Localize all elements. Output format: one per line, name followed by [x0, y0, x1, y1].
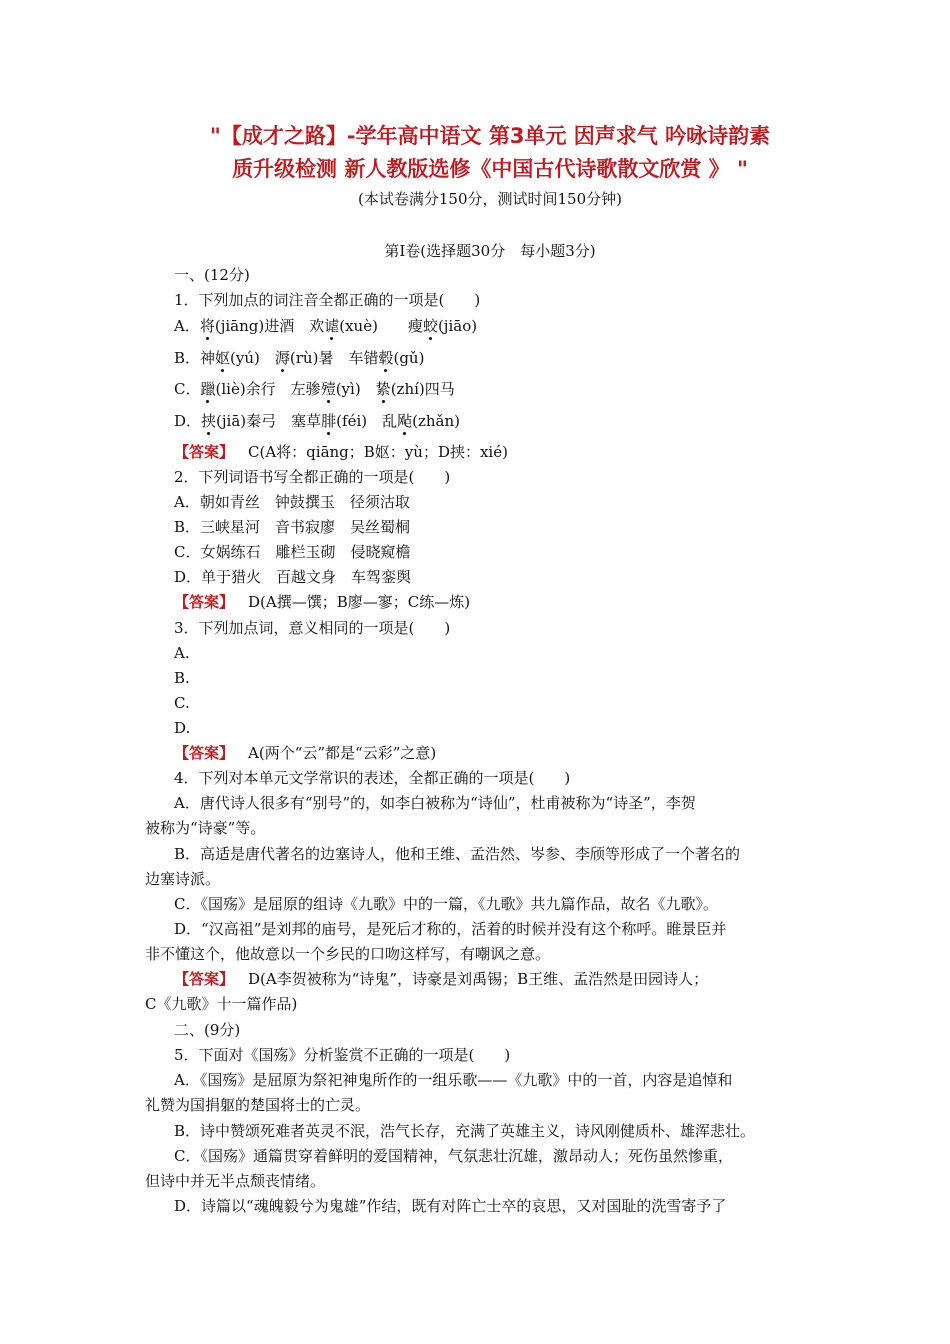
- option-text: (liè)余行 左骖: [215, 380, 321, 398]
- answer-tag: 【答案】: [174, 744, 235, 762]
- question-3-option-d: D.: [174, 719, 191, 737]
- question-3-option-b: B.: [174, 669, 190, 687]
- option-text: (xuè) 瘦: [339, 317, 423, 335]
- question-1-option-a: [174, 315, 477, 337]
- option-prefix: C．: [174, 380, 201, 398]
- option-text: (jiā)秦弓 塞草: [216, 412, 322, 430]
- dotted-char: 殪: [320, 380, 336, 398]
- question-5-option-a: A．《国殇》是屈原为祭祀神鬼所作的一组乐歌——《九歌》中的一首，内容是追悼和: [174, 1071, 733, 1089]
- question-4-stem: 4．下列对本单元文学常识的表述，全都正确的一项是( ): [174, 769, 571, 787]
- part-two-heading: 二、(9分): [174, 1021, 241, 1039]
- dotted-char: 腓: [321, 412, 337, 430]
- answer-tag: 【答案】: [174, 593, 235, 611]
- option-text: (jiāng)进酒 欢: [214, 317, 325, 335]
- question-5-stem: 5．下面对《国殇》分析鉴赏不正确的一项是( ): [174, 1046, 511, 1064]
- question-5-option-c-cont: 但诗中并无半点颓丧情绪。: [145, 1172, 326, 1190]
- dotted-char: 将: [199, 317, 215, 335]
- question-5-option-a-cont: 礼赞为国捐躯的楚国将士的亡灵。: [145, 1096, 371, 1114]
- question-3-answer: [174, 742, 436, 764]
- question-4-option-b: B．高适是唐代著名的边塞诗人，他和王维、孟浩然、岑参、李颀等形成了一个著名的: [174, 845, 741, 863]
- question-2-option-a: A．朝如青丝 钟鼓撰玉 径须沽取: [174, 493, 410, 511]
- question-3-stem: 3．下列加点词，意义相同的一项是( ): [174, 619, 451, 637]
- question-2-stem: 2．下列词语书写全都正确的一项是( ): [174, 468, 451, 486]
- question-4-answer: [174, 968, 708, 990]
- dotted-char: 蛟: [422, 317, 438, 335]
- question-2-option-c: C．女娲练石 雕栏玉砌 侵晓窥檐: [174, 543, 411, 561]
- option-text: (zhǎn): [412, 412, 460, 430]
- option-prefix: A．: [174, 317, 200, 335]
- question-1-answer: [174, 441, 508, 463]
- question-4-answer-cont: C《九歌》十一篇作品): [145, 995, 298, 1013]
- answer-text: A(两个“云”都是“云彩”之意): [248, 744, 437, 762]
- option-text: (féi) 乱: [336, 412, 398, 430]
- question-5-option-b: B．诗中赞颂死难者英灵不泯，浩气长存，充满了英雄主义，诗风刚健质朴、雄浑悲壮。: [174, 1122, 756, 1140]
- question-5-option-d: D．诗篇以“魂魄毅兮为鬼雄”作结，既有对阵亡士卒的哀思，又对国耻的洗雪寄予了: [174, 1197, 727, 1215]
- question-2-option-b: B．三峡星河 音书寂廖 吴丝蜀桐: [174, 518, 411, 536]
- question-1-option-d: [174, 410, 460, 432]
- title-line-2: 质升级检测 新人教版选修《中国古代诗歌散文欣赏 》 ": [232, 157, 748, 181]
- question-2-option-d: D．单于猎火 百越文身 车驾銮舆: [174, 568, 412, 586]
- title-line-1: "【成才之路】-学年高中语文 第3单元 因声求气 吟咏诗韵素: [209, 124, 771, 148]
- question-4-option-d-cont: 非不懂这个，他故意以一个乡民的口吻这样写，有嘲讽之意。: [145, 945, 551, 963]
- dotted-char: 飐: [397, 412, 413, 430]
- question-4-option-a: A．唐代诗人很多有“别号”的，如李白被称为“诗仙”，杜甫被称为“诗圣”，李贺: [174, 794, 696, 812]
- option-text: (rù)暑 车错: [289, 349, 379, 367]
- answer-text: D(A李贺被称为“诗鬼”，诗豪是刘禹锡；B王维、孟浩然是田园诗人；: [248, 970, 709, 988]
- answer-tag: 【答案】: [174, 970, 235, 988]
- option-text: (jiāo): [437, 317, 478, 335]
- option-text: (zhí)四马: [390, 380, 455, 398]
- dotted-char: 毂: [378, 349, 394, 367]
- dotted-char: 溽: [274, 349, 290, 367]
- question-5-option-c: C．《国殇》通篇贯穿着鲜明的爱国精神，气氛悲壮沉雄，激昂动人；死伤虽然惨重，: [174, 1147, 733, 1165]
- dotted-char: 絷: [375, 380, 391, 398]
- question-1-stem: 1．下列加点的词注音全都正确的一项是( ): [174, 291, 481, 309]
- question-1-option-b: [174, 347, 424, 369]
- question-3-option-c: C.: [174, 694, 190, 712]
- answer-text: C(A将：qiāng；B妪：yù；D挟：xié): [248, 443, 508, 461]
- option-text: (yú): [230, 349, 275, 367]
- dotted-char: 躐: [200, 380, 216, 398]
- option-prefix: B．神: [174, 349, 216, 367]
- part-one-heading: 一、(12分): [174, 266, 250, 284]
- section-header: 第Ⅰ卷(选择题30分 每小题3分): [384, 242, 596, 260]
- question-2-answer: [174, 591, 470, 613]
- question-4-option-b-cont: 边塞诗派。: [145, 870, 221, 888]
- question-4-option-a-cont: 被称为“诗豪”等。: [145, 819, 266, 837]
- option-text: (yì): [335, 380, 376, 398]
- question-4-option-c: C．《国殇》是屈原的组诗《九歌》中的一篇，《九歌》共九篇作品，故名《九歌》。: [174, 895, 718, 913]
- dotted-char: 谑: [324, 317, 340, 335]
- option-prefix: D．: [174, 412, 202, 430]
- dotted-char: 挟: [201, 412, 217, 430]
- question-1-option-c: [174, 378, 455, 400]
- question-4-option-d: D．“汉高祖”是刘邦的庙号，是死后才称的，活着的时候并没有这个称呼。睢景臣并: [174, 920, 727, 938]
- dotted-char: 妪: [215, 349, 231, 367]
- exam-info: (本试卷满分150分，测试时间150分钟): [358, 190, 622, 208]
- question-3-option-a: A.: [174, 644, 190, 662]
- option-text: (gǔ): [393, 349, 425, 367]
- answer-tag: 【答案】: [174, 443, 235, 461]
- answer-text: D(A撰—馔；B廖—寥；C练—炼): [248, 593, 471, 611]
